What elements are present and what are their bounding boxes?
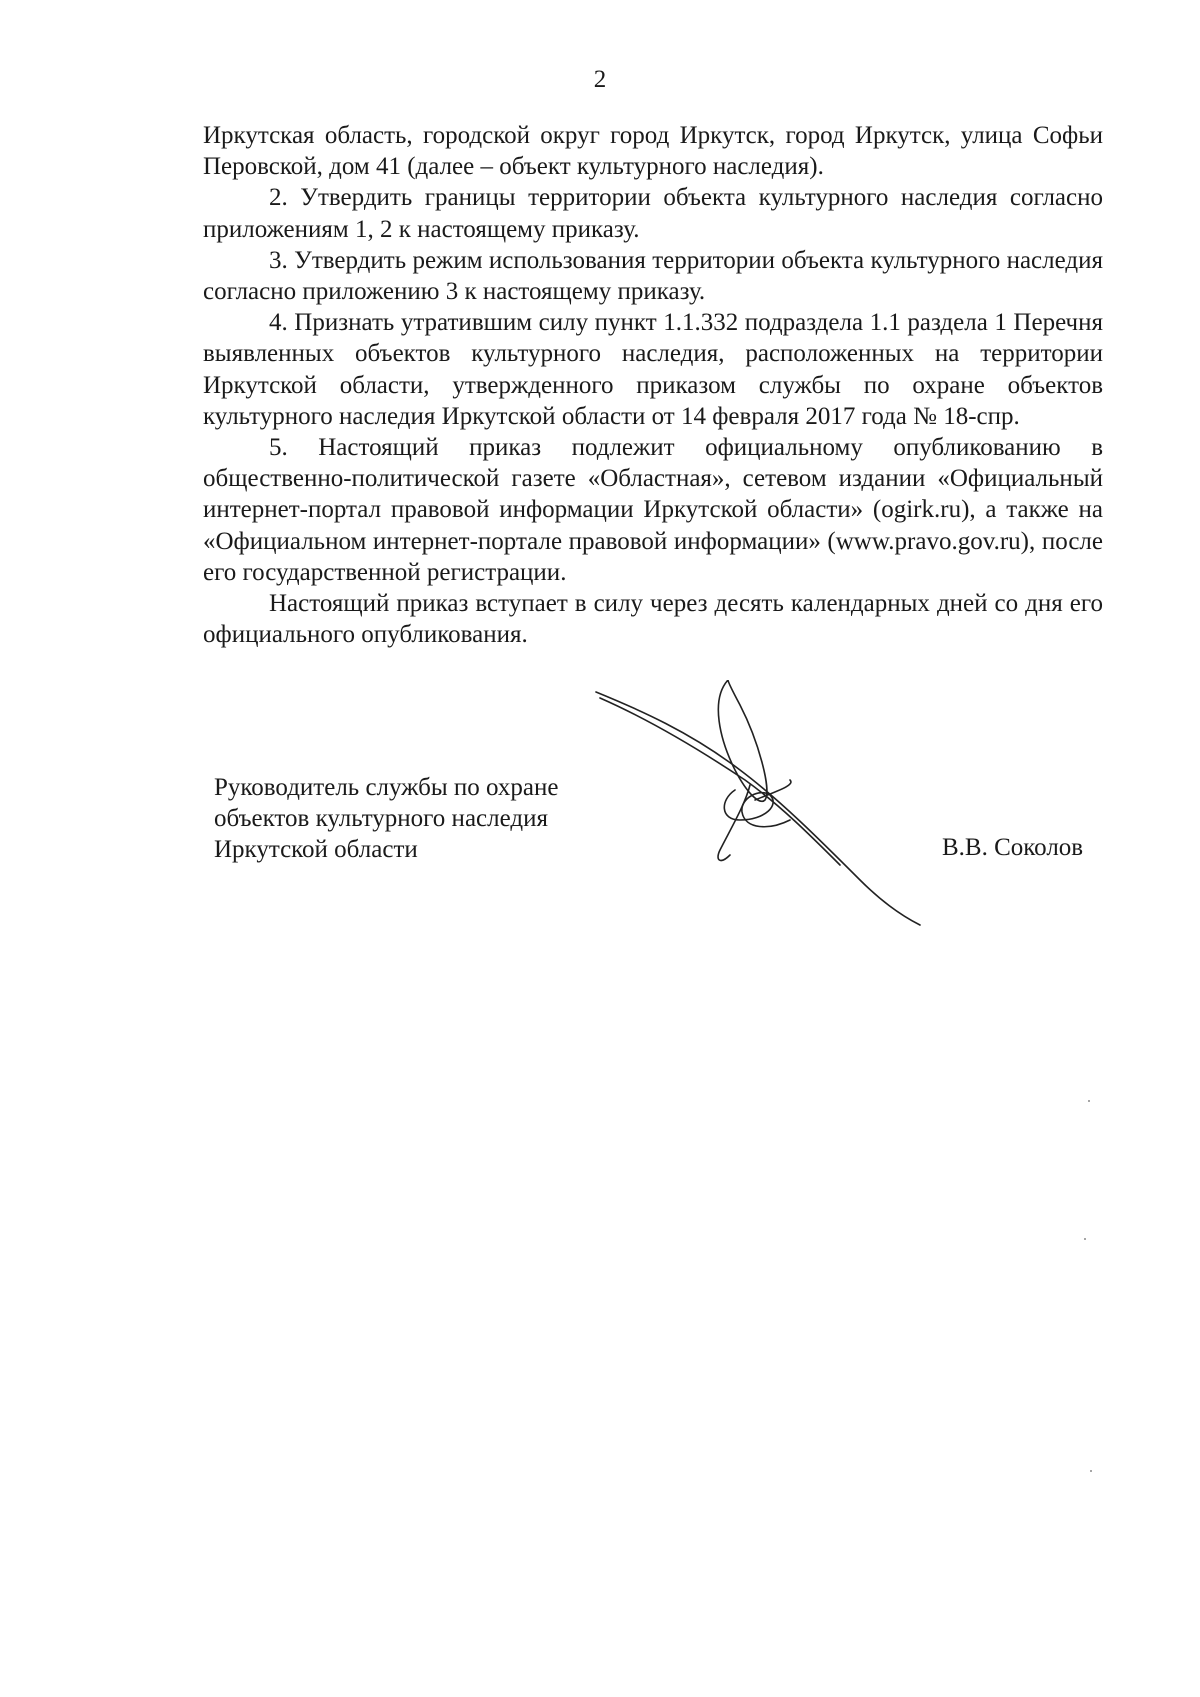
paragraph-item-3: 3. Утвердить режим использования территории объекта культурного наследия согласно приложению 3 к настоящему приказу. (203, 246, 1103, 306)
scan-speck (1088, 1100, 1090, 1102)
paragraph-item-2: 2. Утвердить границы территории объекта культурного наследия согласно приложениям 1, 2 к настоящему приказу. (203, 184, 1103, 243)
paragraph-address-continuation: Иркутская область, городской округ город Иркутск, город Иркутск, улица Софьи Перовской, дом 41 (далее – объект культурного наследия). (203, 122, 1103, 181)
document-body (203, 120, 1103, 650)
position-line-1: Руководитель службы по охране (214, 774, 559, 801)
scan-speck (1084, 1238, 1086, 1240)
paragraph-effective-date: Настоящий приказ вступает в силу через десять календарных дней со дня его официального опубликования. (203, 590, 1103, 649)
position-line-3: Иркутской области (214, 836, 418, 863)
handwritten-signature (580, 680, 940, 980)
signer-name: В.В. Соколов (942, 834, 1084, 861)
paragraph-item-4: 4. Признать утратившим силу пункт 1.1.332 подраздела 1.1 раздела 1 Перечня выявленных объектов культурного наследия, расположенных на территории Иркутской области, утвержденного приказом службы по охране объектов культурного наследия Иркутской области от 14 февраля 2017 года № 18-спр. (203, 309, 1103, 430)
paragraph-item-5: 5. Настоящий приказ подлежит официальному опубликованию в общественно-политической газете «Областная», сетевом издании «Официальный интернет-портал правовой информации Иркутской области» (ogirk.ru), а также на «Официальном интернет-портале правовой информации» (www.pravo.gov.ru), после его государственной регистрации. (203, 434, 1103, 586)
page-number: 2 (593, 66, 607, 93)
signatory-position (214, 772, 558, 865)
position-line-2: объектов культурного наследия (214, 805, 548, 832)
scan-speck (1090, 1470, 1092, 1472)
